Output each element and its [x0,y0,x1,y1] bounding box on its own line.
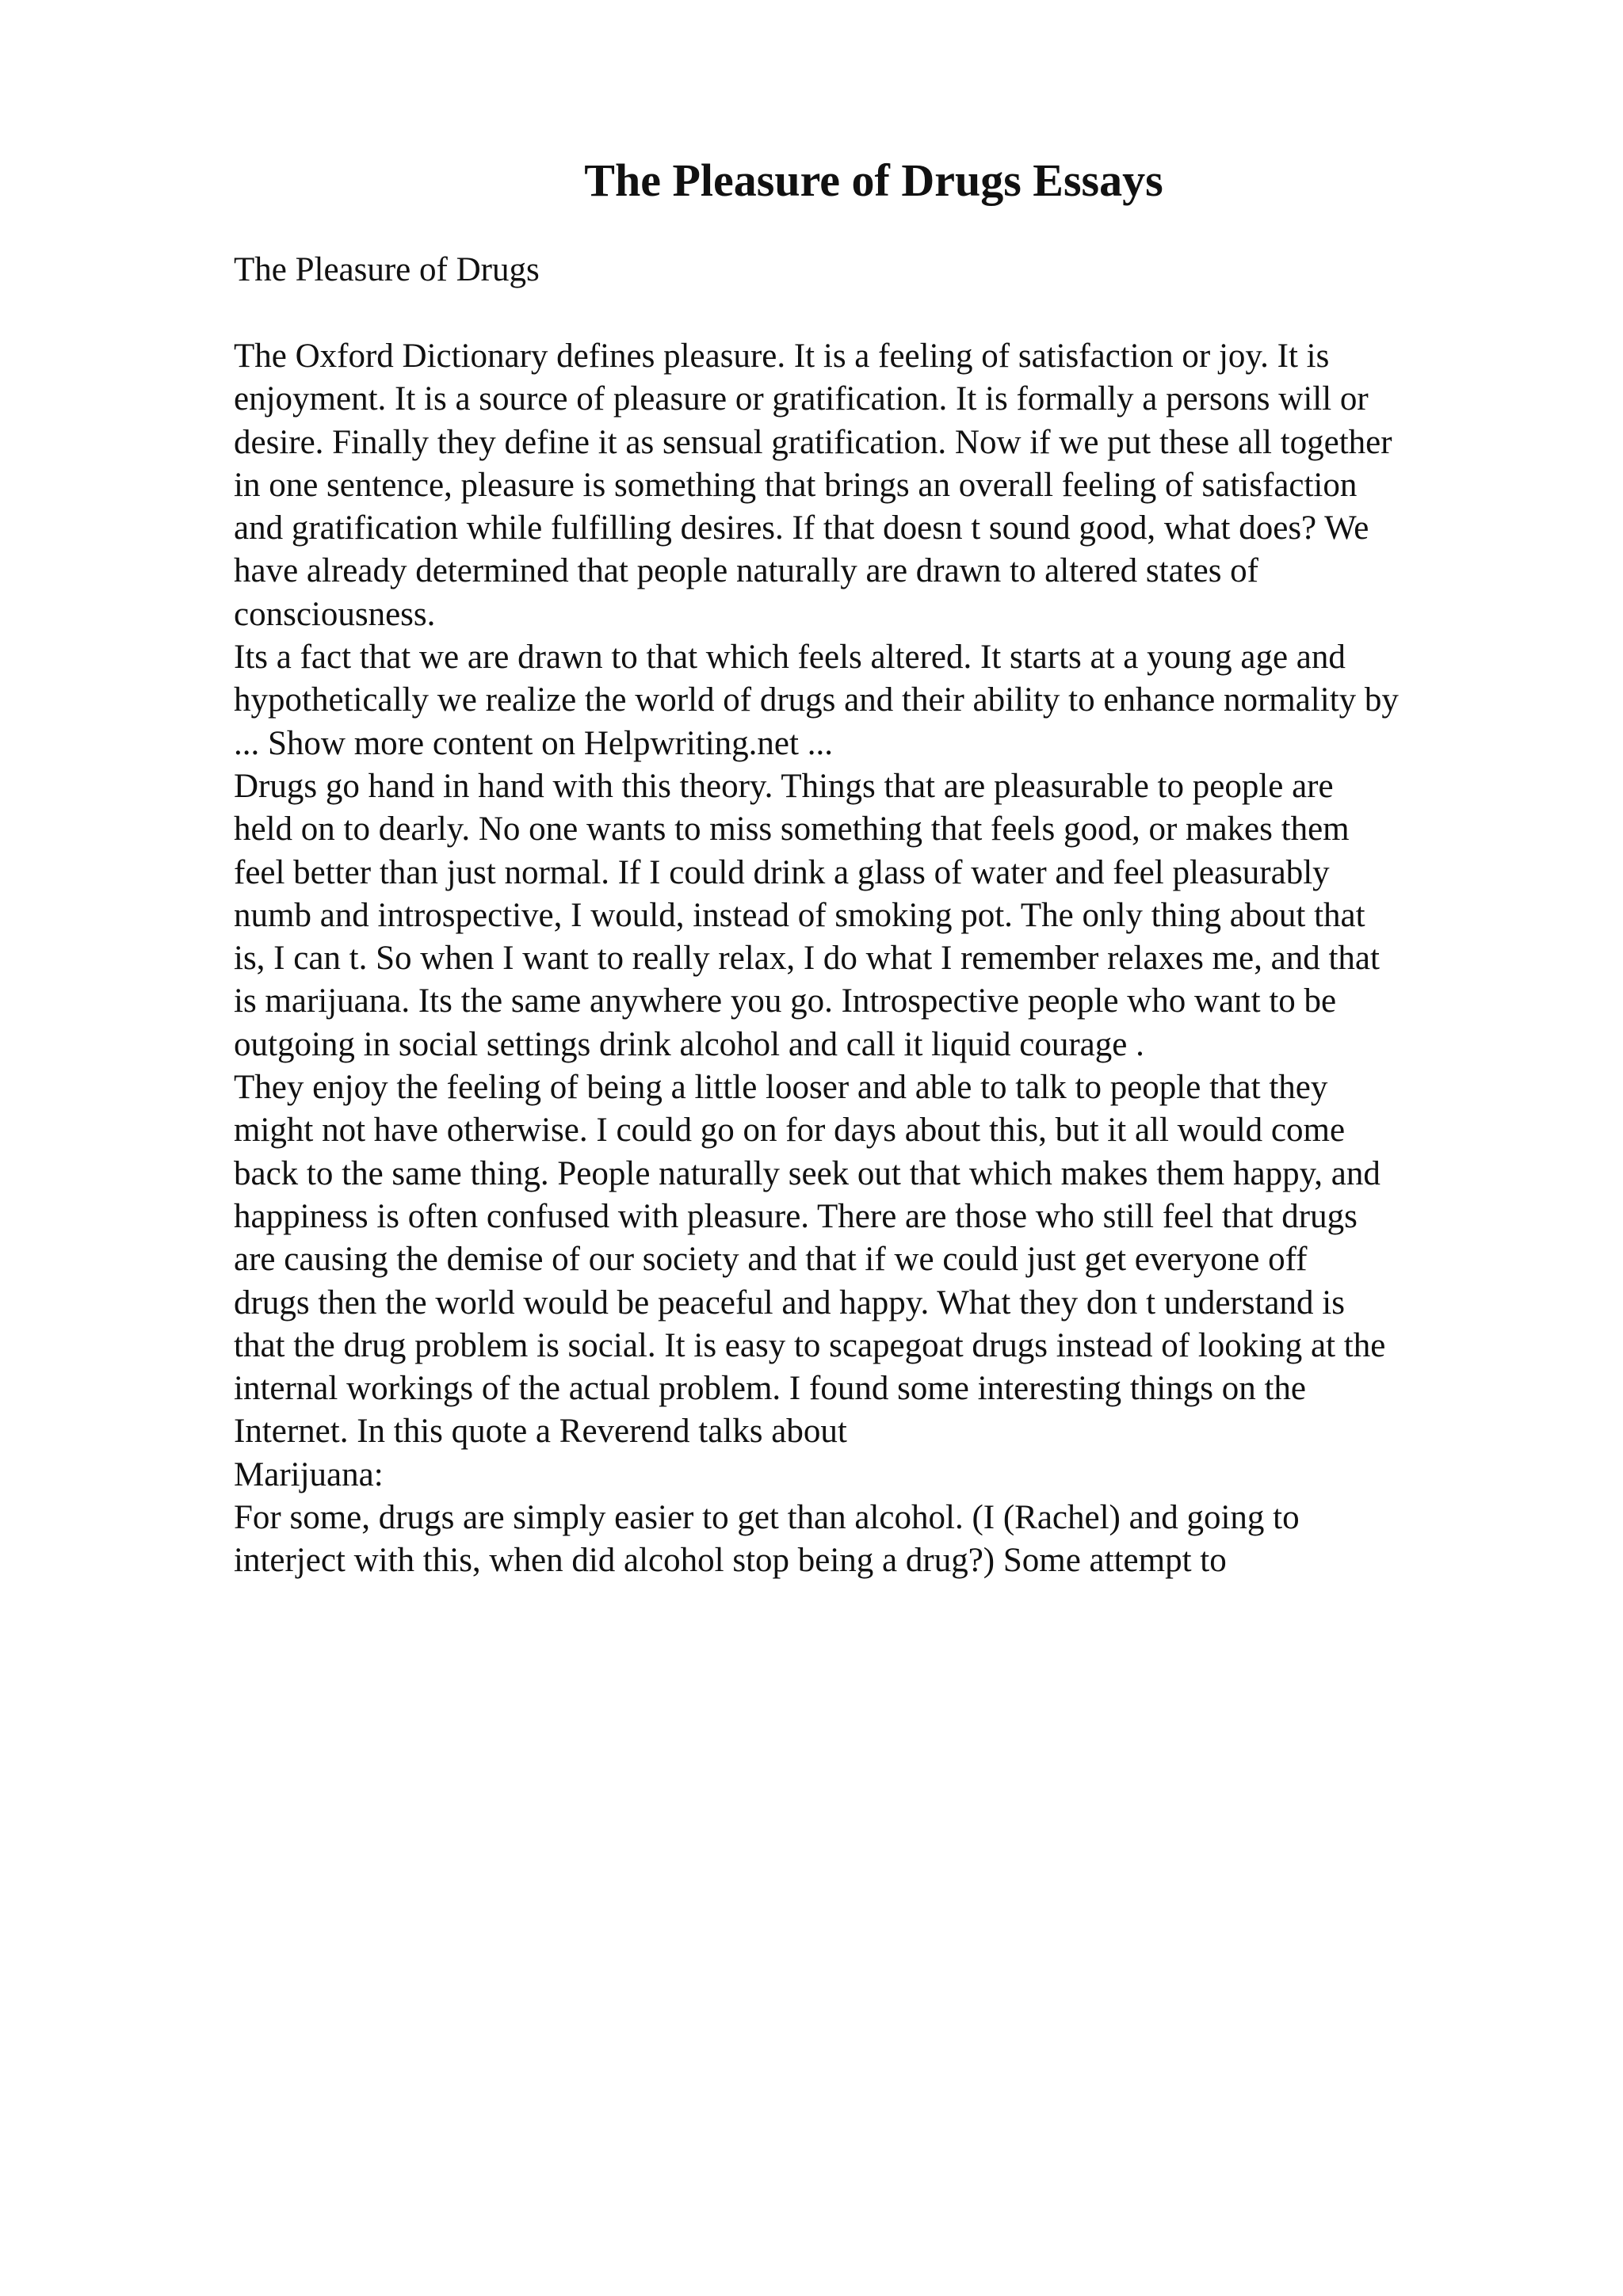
text-line: happiness is often confused with pleasure. There are those who still feel that drugs [234,1197,1358,1235]
text-line: might not have otherwise. I could go on for days about this, but it all would come [234,1112,1346,1150]
text-line: numb and introspective, I would, instead of smoking pot. The only thing about that [234,896,1365,934]
text-line: feel better than just normal. If I could drink a glass of water and feel pleasurably [234,853,1330,891]
text-line: have already determined that people naturally are drawn to altered states of [234,552,1259,590]
text-line: are causing the demise of our society and that if we could just get everyone off [234,1241,1308,1279]
document-subtitle: The Pleasure of Drugs [234,251,540,288]
text-line: outgoing in social settings drink alcohol and call it liquid courage . [234,1025,1144,1063]
text-line: Drugs go hand in hand with this theory. Things that are pleasurable to people are [234,767,1334,805]
text-line: held on to dearly. No one wants to miss something that feels good, or makes them [234,810,1350,849]
text-line: The Oxford Dictionary defines pleasure. It is a feeling of satisfaction or joy. It is [234,338,1330,375]
show-more-link[interactable]: ... Show more content on Helpwriting.net ... [234,724,833,762]
text-line: Its a fact that we are drawn to that which feels altered. It starts at a young age and [234,639,1346,677]
text-line: desire. Finally they define it as sensual gratification. Now if we put these all together [234,423,1392,461]
text-line: and gratification while fulfilling desires. If that doesn t sound good, what does? We [234,509,1369,547]
text-line: They enjoy the feeling of being a little looser and able to talk to people that they [234,1069,1328,1107]
text-line: is, I can t. So when I want to really relax, I do what I remember relaxes me, and that [234,940,1380,978]
text-line: Internet. In this quote a Reverend talks about [234,1413,847,1451]
text-line: is marijuana. Its the same anywhere you go. Introspective people who want to be [234,982,1337,1020]
text-line: back to the same thing. People naturally seek out that which makes them happy, and [234,1154,1381,1192]
text-line: For some, drugs are simply easier to get than alcohol. (I (Rachel) and going to [234,1499,1300,1537]
text-line: that the drug problem is social. It is easy to scapegoat drugs instead of looking at the [234,1326,1386,1364]
text-line: enjoyment. It is a source of pleasure or gratification. It is formally a persons will or [234,380,1369,418]
text-line: interject with this, when did alcohol stop being a drug?) Some attempt to [234,1542,1227,1580]
text-line: in one sentence, pleasure is something that brings an overall feeling of satisfaction [234,466,1358,504]
text-line: consciousness. [234,595,436,633]
text-line: internal workings of the actual problem. I found some interesting things on the [234,1370,1307,1408]
text-line: hypothetically we realize the world of drugs and their ability to enhance normality by [234,681,1399,719]
text-line: Marijuana: [234,1455,384,1493]
essay-body [234,335,1533,1583]
document-title: The Pleasure of Drugs Essays [584,154,1163,206]
text-line: drugs then the world would be peaceful and happy. What they don t understand is [234,1283,1345,1322]
